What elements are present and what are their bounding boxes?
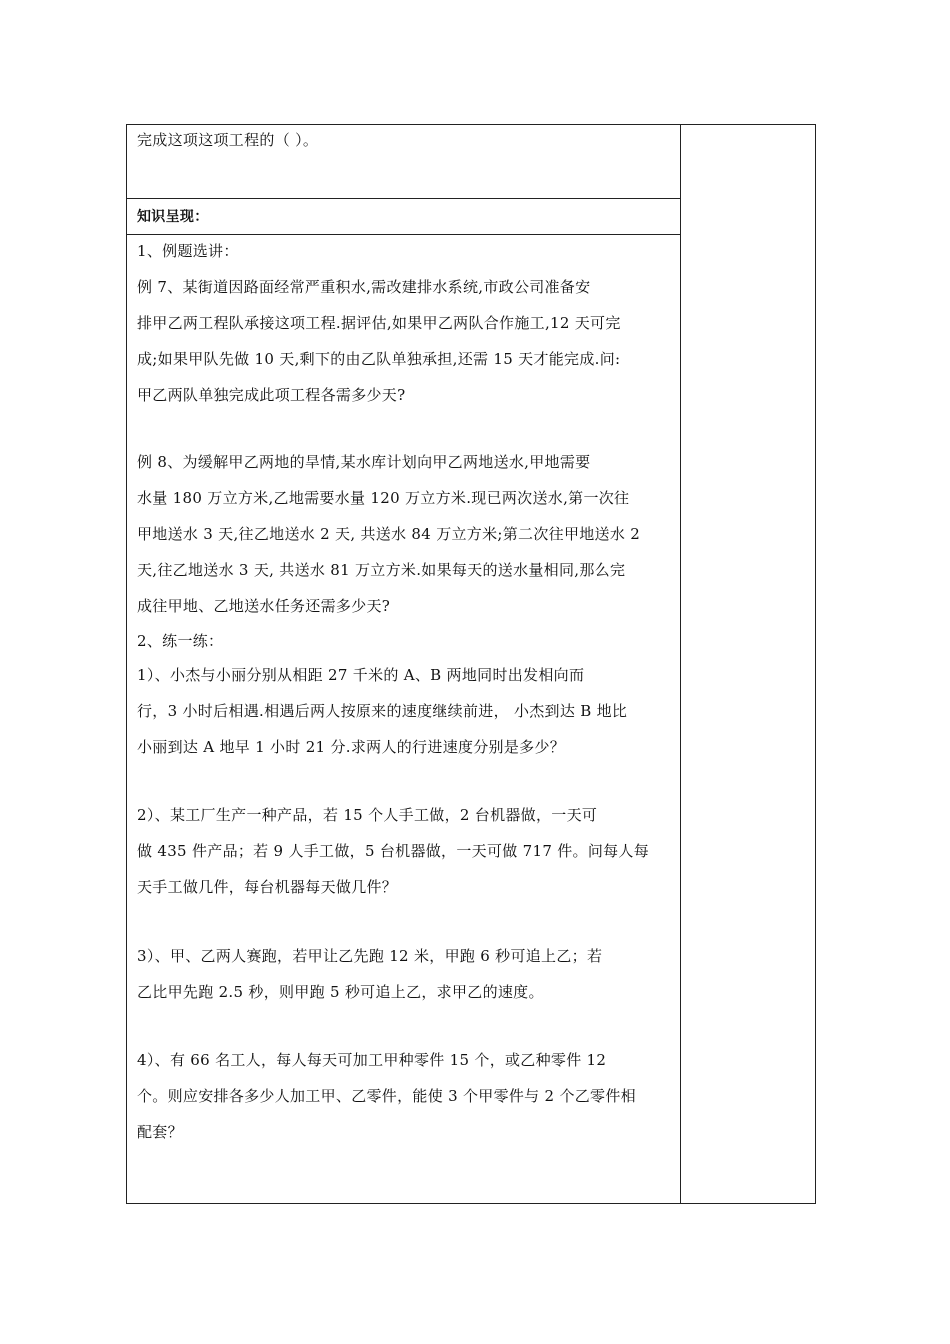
exercise1-line: 1）、小杰与小丽分别从相距 27 千米的 A、B 两地同时出发相向而 <box>137 666 585 684</box>
exercise3-line: 3）、甲、乙两人赛跑，若甲让乙先跑 12 米，甲跑 6 秒可追上乙；若 <box>137 947 603 965</box>
exercise4-line: 配套？ <box>137 1123 183 1141</box>
exercise3-line: 乙比甲先跑 2.5 秒，则甲跑 5 秒可追上乙，求甲乙的速度。 <box>137 983 544 1001</box>
example7-line: 成;如果甲队先做 10 天,剩下的由乙队单独承担,还需 15 天才能完成.问: <box>137 350 621 368</box>
content-column <box>127 125 680 1203</box>
exercise2-line: 天手工做几件，每台机器每天做几件？ <box>137 878 398 896</box>
body-cell <box>127 235 680 1204</box>
example8-line: 天,往乙地送水 3 天, 共送水 81 万立方米.如果每天的送水量相同,那么完 <box>137 561 626 579</box>
example7-line: 甲乙两队单独完成此项工程各需多少天? <box>137 386 406 404</box>
column-divider <box>680 125 681 1203</box>
heading-cell <box>127 199 680 235</box>
part1-title: 1、例题选讲： <box>137 242 239 260</box>
example8-line: 甲地送水 3 天,往乙地送水 2 天, 共送水 84 万立方米;第二次往甲地送水 2 <box>137 525 641 543</box>
exercise4-line: 4）、有 66 名工人，每人每天可加工甲种零件 15 个，或乙种零件 12 <box>137 1051 607 1069</box>
part2-title: 2、练一练： <box>137 632 224 650</box>
exercise1-line: 行，3 小时后相遇.相遇后两人按原来的速度继续前进， 小杰到达 B 地比 <box>137 702 628 720</box>
example8-line: 成往甲地、乙地送水任务还需多少天? <box>137 597 391 615</box>
example8-line: 水量 180 万立方米,乙地需要水量 120 万立方米.现已两次送水,第一次往 <box>137 489 630 507</box>
intro-cell <box>127 125 680 199</box>
exercise2-line: 2）、某工厂生产一种产品，若 15 个人手工做，2 台机器做，一天可 <box>137 806 598 824</box>
exercise1-line: 小丽到达 A 地早 1 小时 21 分.求两人的行进速度分别是多少？ <box>137 738 566 756</box>
example7-line: 例 7、某街道因路面经常严重积水,需改建排水系统,市政公司准备安 <box>137 278 591 296</box>
section-heading: 知识呈现： <box>137 209 209 225</box>
intro-text: 完成这项这项工程的（ ）。 <box>137 131 319 149</box>
exercise4-line: 个。则应安排各多少人加工甲、乙零件，能使 3 个甲零件与 2 个乙零件相 <box>137 1087 636 1105</box>
exercise2-line: 做 435 件产品；若 9 人手工做，5 台机器做，一天可做 717 件。问每人每 <box>137 842 650 860</box>
worksheet-table <box>126 124 816 1204</box>
example8-line: 例 8、为缓解甲乙两地的旱情,某水库计划向甲乙两地送水,甲地需要 <box>137 453 591 471</box>
example7-line: 排甲乙两工程队承接这项工程.据评估,如果甲乙两队合作施工,12 天可完 <box>137 314 621 332</box>
